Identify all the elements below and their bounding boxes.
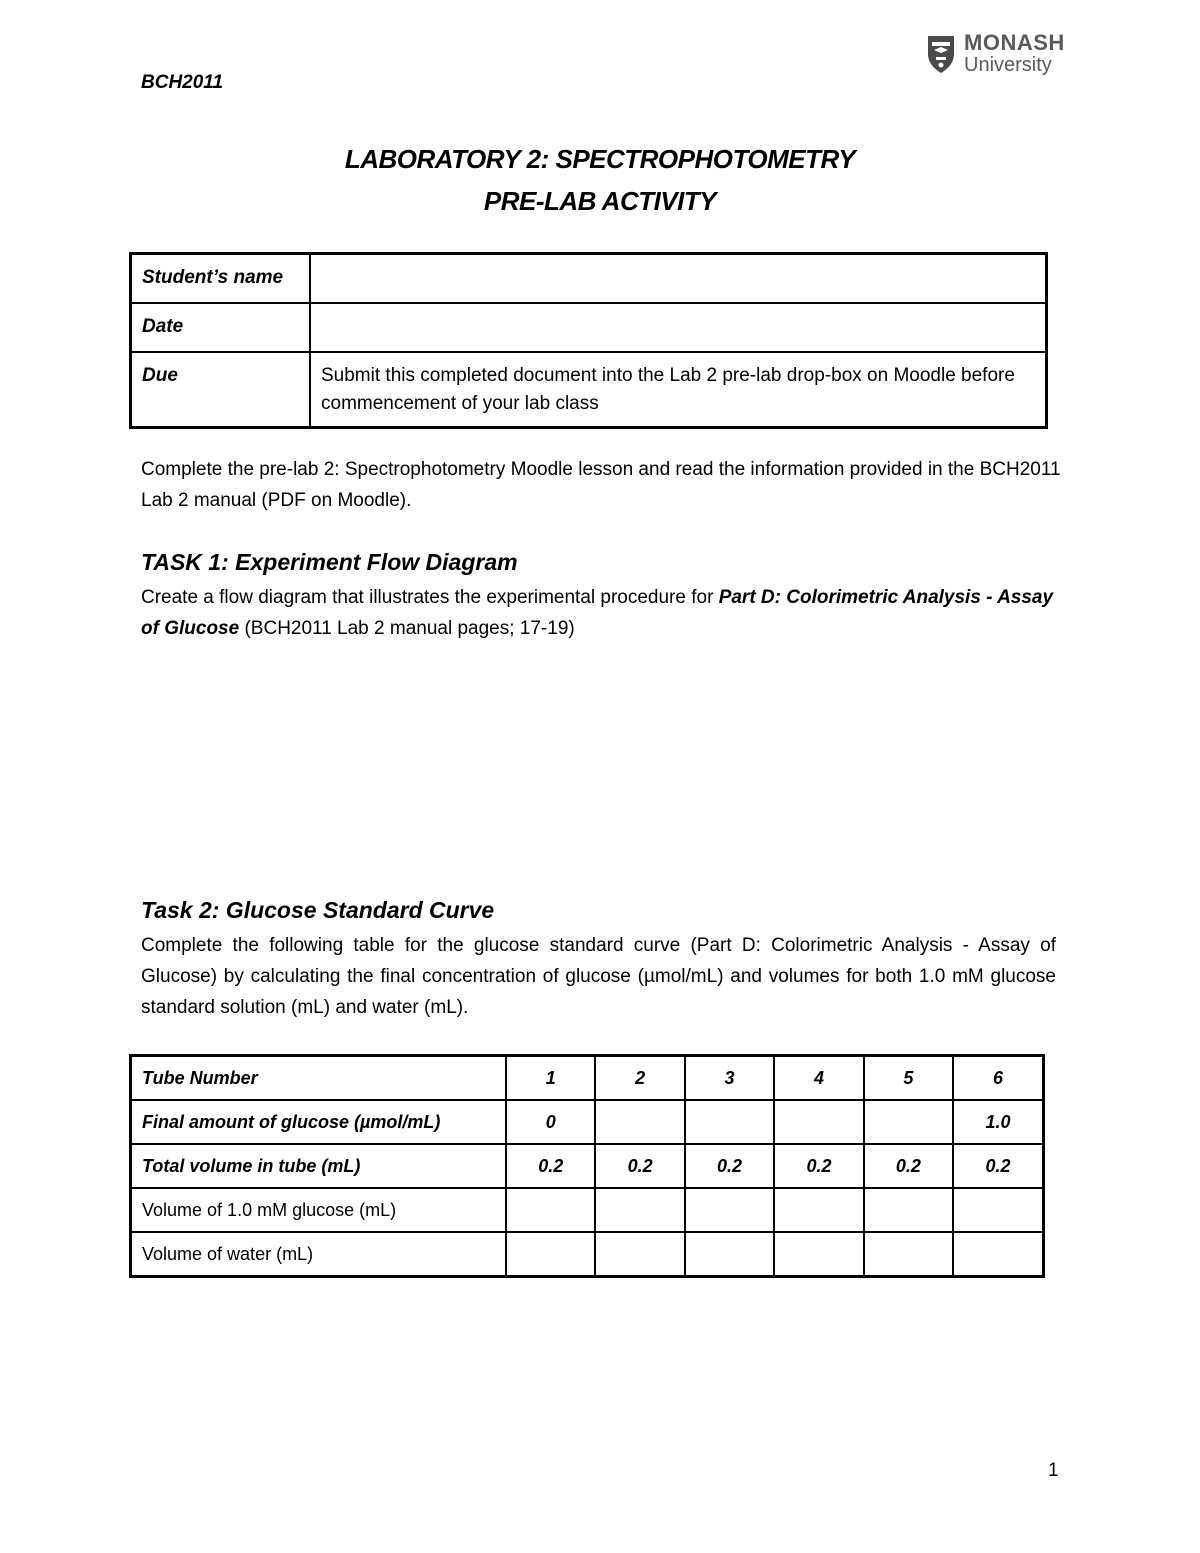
table-row [131,303,1047,352]
page-subtitle: PRE-LAB ACTIVITY [483,186,717,216]
table-cell-input[interactable] [506,1188,595,1232]
table-cell-input[interactable] [953,1232,1043,1277]
table-cell: 4 [774,1056,863,1101]
row-label: Volume of water (mL) [131,1232,507,1277]
table-row [131,352,1047,428]
table-row [131,1056,1044,1101]
table-cell-input[interactable] [864,1188,953,1232]
logo-line-1: MONASH [964,30,1065,55]
table-row [131,254,1047,304]
date-field[interactable] [310,303,1047,352]
table-cell-input[interactable] [685,1100,774,1144]
table-cell: 6 [953,1056,1043,1101]
table-cell-input[interactable] [774,1188,863,1232]
due-label: Due [131,352,311,428]
table-row [131,1144,1044,1188]
row-label: Total volume in tube (mL) [131,1144,507,1188]
table-cell-input[interactable] [953,1188,1043,1232]
course-code: BCH2011 [141,72,224,93]
table-cell: 5 [864,1056,953,1101]
table-cell-input[interactable] [685,1188,774,1232]
logo-line-2: University [964,54,1052,76]
table-cell-input[interactable] [774,1232,863,1277]
monash-logo [926,30,1066,80]
table-cell-input[interactable] [864,1232,953,1277]
date-label: Date [131,303,311,352]
table-cell-input[interactable] [864,1100,953,1144]
intro-paragraph: Complete the pre-lab 2: Spectrophotometry Moodle lesson and read the information provided in the BCH2011 Lab 2 manual (PDF on Moodle). [141,459,1061,511]
table-cell: 1 [506,1056,595,1101]
student-name-label: Student’s name [131,254,311,304]
table-cell: 0.2 [774,1144,863,1188]
table-cell: 2 [595,1056,684,1101]
row-label: Final amount of glucose (µmol/mL) [131,1100,507,1144]
glucose-standard-table [129,1054,1045,1278]
table-cell-input[interactable] [595,1188,684,1232]
due-text: Submit this completed document into the Lab 2 pre-lab drop-box on Moodle before commencement of your lab class [310,352,1047,428]
student-name-field[interactable] [310,254,1047,304]
table-cell-input[interactable] [595,1100,684,1144]
page-title: LABORATORY 2: SPECTROPHOTOMETRY [344,144,856,174]
table-cell: 1.0 [953,1100,1043,1144]
table-row [131,1100,1044,1144]
table-cell: 0.2 [506,1144,595,1188]
task2-heading: Task 2: Glucose Standard Curve [141,897,495,923]
page-number: 1 [1048,1460,1059,1481]
table-cell: 0.2 [953,1144,1043,1188]
task1-text-bold: Part D: Colorimetric Analysis - Assay of Glucose [141,587,1054,639]
task1-text-before: Create a flow diagram that illustrates the experimental procedure for [141,587,719,608]
table-cell: 0.2 [685,1144,774,1188]
table-cell: 0.2 [595,1144,684,1188]
task1-text-after: (BCH2011 Lab 2 manual pages; 17-19) [239,618,575,639]
task1-paragraph [141,582,1061,644]
table-cell-input[interactable] [506,1232,595,1277]
monash-crest-icon [926,34,956,74]
student-info-table [129,252,1048,429]
table-cell: 0.2 [864,1144,953,1188]
table-cell: 0 [506,1100,595,1144]
table-cell-input[interactable] [685,1232,774,1277]
table-cell-input[interactable] [774,1100,863,1144]
row-label: Volume of 1.0 mM glucose (mL) [131,1188,507,1232]
table-row [131,1188,1044,1232]
task2-paragraph: Complete the following table for the glucose standard curve (Part D: Colorimetric Analysis - Assay of Glucose) by calculating the final concentration of glucose (µmol/mL) and volumes for both 1.0 mM glucose standard solution (mL) and water (mL). [141,935,1056,1018]
table-cell-input[interactable] [595,1232,684,1277]
table-cell: 3 [685,1056,774,1101]
row-label: Tube Number [131,1056,507,1101]
task1-heading: TASK 1: Experiment Flow Diagram [141,549,518,575]
table-row [131,1232,1044,1277]
